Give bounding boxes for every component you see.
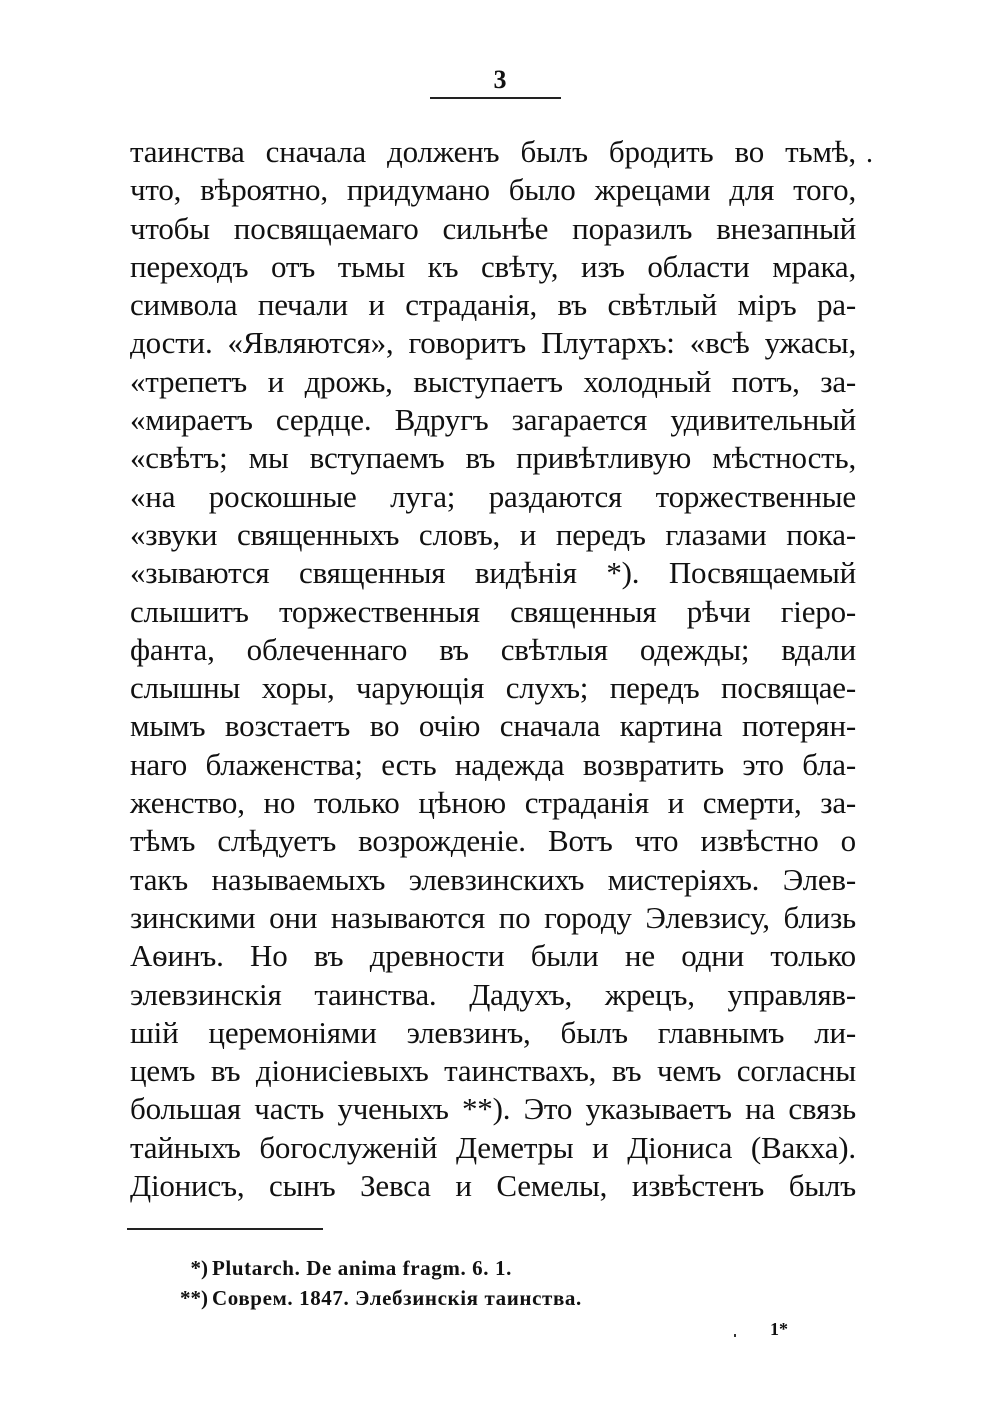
text-line: что, вѣроятно, придумано было жрецами для того,: [130, 172, 856, 208]
footnote-text: Plutarch. De anima fragm. 6. 1.: [212, 1256, 512, 1280]
footnotes: [150, 1253, 750, 1313]
footnote-1: [150, 1253, 750, 1283]
text-line: тайныхъ богослуженій Деметры и Діониса (Вакха).: [130, 1129, 856, 1165]
text-line: дости. «Являются», говоритъ Плутархъ: «всѣ ужасы,: [130, 325, 856, 361]
text-line: зинскими они называются по городу Элевзису, близь: [130, 899, 856, 935]
text-line: слышитъ торжественныя священныя рѣчи гіеро-: [130, 593, 856, 629]
signature-mark: 1*: [770, 1319, 788, 1339]
text-line: «мираетъ сердце. Вдругъ загарается удивительный: [130, 402, 856, 438]
text-line: Діонисъ, сынъ Зевса и Семелы, извѣстенъ былъ: [130, 1168, 856, 1204]
footnote-2: [150, 1283, 750, 1313]
text-line: «трепетъ и дрожь, выступаетъ холодный потъ, за-: [130, 363, 856, 399]
text-line: такъ называемыхъ элевзинскихъ мистеріяхъ. Элев-: [130, 861, 856, 897]
footnote-marker: *): [190, 1256, 208, 1280]
text-line: большая часть ученыхъ **). Это указываетъ на связь: [130, 1091, 856, 1127]
footnote-rule: [127, 1228, 323, 1230]
text-line: женство, но только цѣною страданія и смерти, за-: [130, 785, 856, 821]
text-line: шій церемоніями элевзинъ, былъ главнымъ ли-: [130, 1014, 856, 1050]
text-line: Аѳинъ. Но въ древности были не одни только: [130, 938, 856, 974]
text-line: мымъ возстаетъ во очію сначала картина потерян-: [130, 708, 856, 744]
header-rule: [430, 97, 561, 99]
print-speck: [734, 1334, 736, 1337]
text-line: «звуки священныхъ словъ, и передъ глазами пока-: [130, 516, 856, 552]
text-line: наго блаженства; есть надежда возвратить это бла-: [130, 746, 856, 782]
text-line: «свѣтъ; мы вступаемъ въ привѣтливую мѣстность,: [130, 440, 856, 476]
text-line: переходъ отъ тьмы къ свѣту, изъ области мрака,: [130, 248, 856, 284]
footnote-text: Соврем. 1847. Элебзинскія таинства.: [212, 1286, 582, 1310]
text-line: фанта, облеченнаго въ свѣтлыя одежды; вдали: [130, 631, 856, 667]
page-number: 3: [493, 65, 507, 94]
body-text: [130, 133, 856, 1205]
text-line: чтобы посвящаемаго сильнѣе поразилъ внезапный: [130, 210, 856, 246]
text-line: элевзинскія таинства. Дадухъ, жрецъ, управляв-: [130, 976, 856, 1012]
text-line: тѣмъ слѣдуетъ возрожденіе. Вотъ что извѣстно о: [130, 823, 856, 859]
text-line: таинства сначала долженъ былъ бродить во тьмѣ,: [130, 134, 856, 169]
text-line: цемъ въ діонисіевыхъ таинствахъ, въ чемъ согласны: [130, 1053, 856, 1089]
text-line: «зываются священныя видѣнія *). Посвящаемый: [130, 555, 856, 591]
stray-dot-mark: .: [866, 138, 873, 169]
footnote-marker: **): [180, 1286, 208, 1310]
text-line: «на роскошные луга; раздаются торжественные: [130, 478, 856, 514]
text-line: символа печали и страданія, въ свѣтлый міръ ра-: [130, 287, 856, 323]
text-line: слышны хоры, чарующія слухъ; передъ посвящае-: [130, 670, 856, 706]
